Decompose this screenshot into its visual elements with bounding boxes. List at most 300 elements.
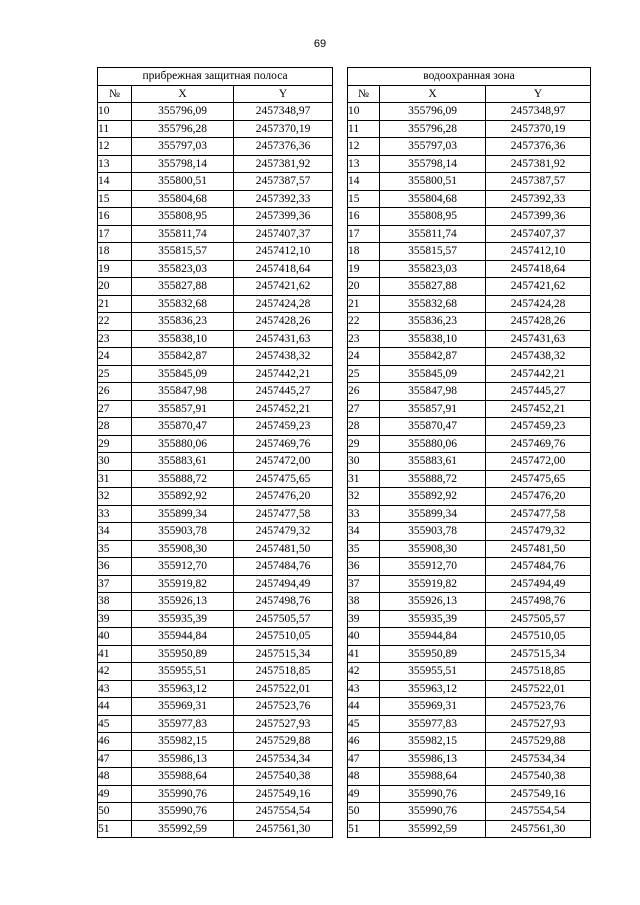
column-gap (333, 470, 348, 488)
table-row (98, 120, 591, 138)
left-cell-x: 355836,23 (132, 313, 234, 331)
right-cell-y: 2457387,57 (486, 173, 591, 191)
left-cell-y: 2457515,34 (234, 645, 333, 663)
right-cell-num: 45 (348, 715, 380, 733)
column-gap (333, 663, 348, 681)
table-row (98, 750, 591, 768)
page-number: 69 (313, 38, 327, 50)
left-cell-x: 355845,09 (132, 365, 234, 383)
left-cell-num: 20 (98, 278, 132, 296)
left-cell-num: 18 (98, 243, 132, 261)
right-cell-x: 355798,14 (380, 155, 486, 173)
right-cell-x: 355990,76 (380, 803, 486, 821)
left-cell-x: 355955,51 (132, 663, 234, 681)
left-cell-num: 22 (98, 313, 132, 331)
left-cell-num: 32 (98, 488, 132, 506)
table-row (98, 278, 591, 296)
table-row (98, 155, 591, 173)
left-cell-y: 2457549,16 (234, 785, 333, 803)
left-cell-y: 2457431,63 (234, 330, 333, 348)
left-section-title: прибрежная защитная полоса (98, 68, 333, 86)
right-cell-y: 2457484,76 (486, 558, 591, 576)
right-cell-num: 35 (348, 540, 380, 558)
section-header-row (98, 68, 591, 86)
table-row (98, 138, 591, 156)
left-cell-y: 2457424,28 (234, 295, 333, 313)
left-cell-num: 21 (98, 295, 132, 313)
right-cell-num: 16 (348, 208, 380, 226)
column-gap (333, 260, 348, 278)
column-gap (333, 750, 348, 768)
right-cell-y: 2457445,27 (486, 383, 591, 401)
left-cell-num: 17 (98, 225, 132, 243)
left-cell-num: 16 (98, 208, 132, 226)
right-cell-num: 38 (348, 593, 380, 611)
column-gap (333, 155, 348, 173)
left-cell-num: 19 (98, 260, 132, 278)
left-cell-x: 355899,34 (132, 505, 234, 523)
right-cell-y: 2457399,36 (486, 208, 591, 226)
table-row (98, 330, 591, 348)
left-cell-y: 2457518,85 (234, 663, 333, 681)
table-row (98, 820, 591, 838)
right-cell-y: 2457476,20 (486, 488, 591, 506)
right-cell-num: 39 (348, 610, 380, 628)
left-cell-y: 2457479,32 (234, 523, 333, 541)
left-cell-x: 355857,91 (132, 400, 234, 418)
right-cell-y: 2457424,28 (486, 295, 591, 313)
left-cell-x: 355969,31 (132, 698, 234, 716)
left-cell-y: 2457407,37 (234, 225, 333, 243)
left-cell-num: 43 (98, 680, 132, 698)
left-cell-y: 2457392,33 (234, 190, 333, 208)
left-cell-x: 355944,84 (132, 628, 234, 646)
left-cell-y: 2457477,58 (234, 505, 333, 523)
right-cell-num: 11 (348, 120, 380, 138)
left-cell-num: 38 (98, 593, 132, 611)
right-cell-x: 355842,87 (380, 348, 486, 366)
right-cell-y: 2457431,63 (486, 330, 591, 348)
right-cell-x: 355870,47 (380, 418, 486, 436)
table-row (98, 313, 591, 331)
left-cell-num: 37 (98, 575, 132, 593)
right-cell-num: 14 (348, 173, 380, 191)
column-gap (333, 593, 348, 611)
column-gap (333, 505, 348, 523)
left-cell-y: 2457438,32 (234, 348, 333, 366)
right-cell-x: 355845,09 (380, 365, 486, 383)
right-cell-num: 29 (348, 435, 380, 453)
right-cell-x: 355838,10 (380, 330, 486, 348)
left-cell-x: 355880,06 (132, 435, 234, 453)
left-col-num-header: № (98, 85, 132, 103)
table-row (98, 698, 591, 716)
table-row (98, 663, 591, 681)
right-cell-x: 355955,51 (380, 663, 486, 681)
left-cell-num: 42 (98, 663, 132, 681)
left-cell-y: 2457348,97 (234, 103, 333, 121)
table-row (98, 575, 591, 593)
right-cell-y: 2457518,85 (486, 663, 591, 681)
right-cell-x: 355847,98 (380, 383, 486, 401)
right-cell-x: 355808,95 (380, 208, 486, 226)
left-cell-num: 40 (98, 628, 132, 646)
left-cell-x: 355827,88 (132, 278, 234, 296)
right-cell-y: 2457452,21 (486, 400, 591, 418)
left-cell-num: 13 (98, 155, 132, 173)
right-cell-num: 36 (348, 558, 380, 576)
right-cell-y: 2457522,01 (486, 680, 591, 698)
right-cell-num: 49 (348, 785, 380, 803)
table-row (98, 715, 591, 733)
right-cell-num: 12 (348, 138, 380, 156)
right-cell-num: 10 (348, 103, 380, 121)
right-cell-x: 355944,84 (380, 628, 486, 646)
right-cell-x: 355992,59 (380, 820, 486, 838)
left-cell-y: 2457505,57 (234, 610, 333, 628)
left-cell-y: 2457418,64 (234, 260, 333, 278)
right-cell-y: 2457442,21 (486, 365, 591, 383)
left-cell-x: 355842,87 (132, 348, 234, 366)
right-cell-num: 20 (348, 278, 380, 296)
table-row (98, 505, 591, 523)
left-cell-y: 2457476,20 (234, 488, 333, 506)
right-cell-x: 355990,76 (380, 785, 486, 803)
right-cell-y: 2457418,64 (486, 260, 591, 278)
right-cell-x: 355800,51 (380, 173, 486, 191)
column-gap (333, 785, 348, 803)
left-cell-num: 27 (98, 400, 132, 418)
left-cell-num: 39 (98, 610, 132, 628)
left-cell-x: 355977,83 (132, 715, 234, 733)
left-cell-x: 355888,72 (132, 470, 234, 488)
right-cell-num: 32 (348, 488, 380, 506)
right-cell-y: 2457428,26 (486, 313, 591, 331)
left-cell-num: 47 (98, 750, 132, 768)
left-cell-num: 35 (98, 540, 132, 558)
left-cell-x: 355847,98 (132, 383, 234, 401)
left-cell-y: 2457481,50 (234, 540, 333, 558)
table-row (98, 243, 591, 261)
left-cell-x: 355798,14 (132, 155, 234, 173)
table-row (98, 190, 591, 208)
table-body (98, 103, 591, 838)
table-row (98, 225, 591, 243)
right-cell-y: 2457510,05 (486, 628, 591, 646)
table-row (98, 733, 591, 751)
right-cell-x: 355836,23 (380, 313, 486, 331)
right-cell-num: 28 (348, 418, 380, 436)
right-cell-x: 355926,13 (380, 593, 486, 611)
column-gap (333, 243, 348, 261)
column-gap (333, 680, 348, 698)
left-cell-num: 51 (98, 820, 132, 838)
left-cell-y: 2457523,76 (234, 698, 333, 716)
right-cell-x: 355857,91 (380, 400, 486, 418)
right-cell-x: 355797,03 (380, 138, 486, 156)
left-cell-x: 355796,09 (132, 103, 234, 121)
left-cell-num: 33 (98, 505, 132, 523)
right-cell-y: 2457469,76 (486, 435, 591, 453)
right-cell-x: 355963,12 (380, 680, 486, 698)
left-cell-num: 15 (98, 190, 132, 208)
left-cell-num: 28 (98, 418, 132, 436)
left-cell-y: 2457498,76 (234, 593, 333, 611)
table-row (98, 610, 591, 628)
right-cell-y: 2457475,65 (486, 470, 591, 488)
left-cell-num: 49 (98, 785, 132, 803)
right-cell-x: 355912,70 (380, 558, 486, 576)
right-cell-y: 2457494,49 (486, 575, 591, 593)
table-row (98, 348, 591, 366)
column-gap (333, 68, 348, 86)
right-cell-y: 2457527,93 (486, 715, 591, 733)
table-row (98, 488, 591, 506)
left-cell-y: 2457484,76 (234, 558, 333, 576)
right-cell-num: 44 (348, 698, 380, 716)
right-cell-y: 2457370,19 (486, 120, 591, 138)
right-cell-num: 19 (348, 260, 380, 278)
left-cell-y: 2457540,38 (234, 768, 333, 786)
left-cell-y: 2457452,21 (234, 400, 333, 418)
right-cell-x: 355892,92 (380, 488, 486, 506)
column-gap (333, 138, 348, 156)
column-gap (333, 523, 348, 541)
left-cell-y: 2457412,10 (234, 243, 333, 261)
column-gap (333, 575, 348, 593)
right-cell-x: 355950,89 (380, 645, 486, 663)
right-cell-x: 355903,78 (380, 523, 486, 541)
left-cell-x: 355935,39 (132, 610, 234, 628)
right-cell-x: 355823,03 (380, 260, 486, 278)
left-cell-x: 355986,13 (132, 750, 234, 768)
left-cell-y: 2457494,49 (234, 575, 333, 593)
right-cell-x: 355804,68 (380, 190, 486, 208)
right-cell-y: 2457472,00 (486, 453, 591, 471)
right-cell-num: 51 (348, 820, 380, 838)
table-row (98, 418, 591, 436)
column-gap (333, 85, 348, 103)
left-cell-num: 45 (98, 715, 132, 733)
table-row (98, 785, 591, 803)
left-cell-num: 44 (98, 698, 132, 716)
table-row (98, 558, 591, 576)
table-row (98, 383, 591, 401)
table-row (98, 680, 591, 698)
right-section-title: водоохранная зона (348, 68, 591, 86)
right-cell-y: 2457438,32 (486, 348, 591, 366)
left-cell-x: 355912,70 (132, 558, 234, 576)
right-cell-x: 355986,13 (380, 750, 486, 768)
right-col-y-header: Y (486, 85, 591, 103)
right-cell-y: 2457348,97 (486, 103, 591, 121)
left-cell-x: 355883,61 (132, 453, 234, 471)
right-cell-y: 2457534,34 (486, 750, 591, 768)
table-row (98, 593, 591, 611)
left-cell-num: 30 (98, 453, 132, 471)
column-gap (333, 278, 348, 296)
column-header-row (98, 85, 591, 103)
column-gap (333, 225, 348, 243)
left-cell-num: 46 (98, 733, 132, 751)
left-cell-x: 355823,03 (132, 260, 234, 278)
column-gap (333, 820, 348, 838)
right-cell-y: 2457515,34 (486, 645, 591, 663)
right-cell-x: 355815,57 (380, 243, 486, 261)
left-cell-y: 2457527,93 (234, 715, 333, 733)
table-row (98, 768, 591, 786)
left-cell-num: 11 (98, 120, 132, 138)
column-gap (333, 558, 348, 576)
right-cell-y: 2457479,32 (486, 523, 591, 541)
column-gap (333, 348, 348, 366)
column-gap (333, 488, 348, 506)
left-cell-x: 355815,57 (132, 243, 234, 261)
left-cell-y: 2457399,36 (234, 208, 333, 226)
left-cell-y: 2457387,57 (234, 173, 333, 191)
right-cell-x: 355880,06 (380, 435, 486, 453)
column-gap (333, 173, 348, 191)
left-cell-y: 2457428,26 (234, 313, 333, 331)
column-gap (333, 365, 348, 383)
left-cell-x: 355990,76 (132, 803, 234, 821)
left-cell-num: 48 (98, 768, 132, 786)
right-cell-num: 24 (348, 348, 380, 366)
column-gap (333, 120, 348, 138)
left-cell-y: 2457529,88 (234, 733, 333, 751)
left-cell-y: 2457370,19 (234, 120, 333, 138)
left-cell-x: 355963,12 (132, 680, 234, 698)
right-cell-num: 22 (348, 313, 380, 331)
right-cell-y: 2457523,76 (486, 698, 591, 716)
column-gap (333, 768, 348, 786)
right-cell-x: 355982,15 (380, 733, 486, 751)
right-cell-y: 2457540,38 (486, 768, 591, 786)
right-cell-x: 355935,39 (380, 610, 486, 628)
left-cell-num: 12 (98, 138, 132, 156)
right-cell-num: 34 (348, 523, 380, 541)
right-cell-num: 50 (348, 803, 380, 821)
left-cell-y: 2457472,00 (234, 453, 333, 471)
table-row (98, 103, 591, 121)
table-row (98, 523, 591, 541)
right-cell-x: 355977,83 (380, 715, 486, 733)
left-cell-y: 2457381,92 (234, 155, 333, 173)
column-gap (333, 295, 348, 313)
right-cell-num: 15 (348, 190, 380, 208)
left-cell-num: 31 (98, 470, 132, 488)
left-cell-num: 34 (98, 523, 132, 541)
right-cell-y: 2457376,36 (486, 138, 591, 156)
column-gap (333, 330, 348, 348)
left-cell-y: 2457522,01 (234, 680, 333, 698)
right-cell-y: 2457529,88 (486, 733, 591, 751)
left-cell-x: 355926,13 (132, 593, 234, 611)
left-cell-x: 355982,15 (132, 733, 234, 751)
table-row (98, 453, 591, 471)
table-row (98, 295, 591, 313)
right-cell-num: 43 (348, 680, 380, 698)
left-cell-x: 355903,78 (132, 523, 234, 541)
left-cell-num: 10 (98, 103, 132, 121)
table-row (98, 470, 591, 488)
right-col-x-header: X (380, 85, 486, 103)
left-cell-x: 355919,82 (132, 575, 234, 593)
table-row (98, 208, 591, 226)
right-cell-y: 2457407,37 (486, 225, 591, 243)
right-col-num-header: № (348, 85, 380, 103)
left-cell-x: 355988,64 (132, 768, 234, 786)
right-cell-num: 27 (348, 400, 380, 418)
left-cell-x: 355800,51 (132, 173, 234, 191)
table-row (98, 365, 591, 383)
table-row (98, 260, 591, 278)
right-cell-x: 355988,64 (380, 768, 486, 786)
left-cell-x: 355796,28 (132, 120, 234, 138)
left-cell-y: 2457554,54 (234, 803, 333, 821)
left-cell-num: 36 (98, 558, 132, 576)
right-cell-num: 40 (348, 628, 380, 646)
left-cell-x: 355892,92 (132, 488, 234, 506)
column-gap (333, 540, 348, 558)
right-cell-num: 31 (348, 470, 380, 488)
right-cell-y: 2457381,92 (486, 155, 591, 173)
left-cell-x: 355990,76 (132, 785, 234, 803)
right-cell-x: 355883,61 (380, 453, 486, 471)
right-cell-num: 48 (348, 768, 380, 786)
left-cell-x: 355992,59 (132, 820, 234, 838)
right-cell-y: 2457412,10 (486, 243, 591, 261)
right-cell-num: 17 (348, 225, 380, 243)
right-cell-y: 2457554,54 (486, 803, 591, 821)
left-cell-num: 25 (98, 365, 132, 383)
right-cell-x: 355811,74 (380, 225, 486, 243)
left-cell-x: 355908,30 (132, 540, 234, 558)
right-cell-x: 355888,72 (380, 470, 486, 488)
table-row (98, 173, 591, 191)
left-cell-num: 29 (98, 435, 132, 453)
left-cell-num: 41 (98, 645, 132, 663)
left-cell-y: 2457421,62 (234, 278, 333, 296)
right-cell-x: 355919,82 (380, 575, 486, 593)
column-gap (333, 803, 348, 821)
right-cell-num: 18 (348, 243, 380, 261)
column-gap (333, 435, 348, 453)
right-cell-num: 46 (348, 733, 380, 751)
right-cell-x: 355832,68 (380, 295, 486, 313)
left-cell-num: 23 (98, 330, 132, 348)
left-cell-x: 355870,47 (132, 418, 234, 436)
column-gap (333, 208, 348, 226)
table-row (98, 628, 591, 646)
left-cell-x: 355797,03 (132, 138, 234, 156)
right-cell-y: 2457421,62 (486, 278, 591, 296)
right-cell-num: 42 (348, 663, 380, 681)
right-cell-y: 2457561,30 (486, 820, 591, 838)
right-cell-num: 25 (348, 365, 380, 383)
column-gap (333, 418, 348, 436)
right-cell-y: 2457498,76 (486, 593, 591, 611)
column-gap (333, 383, 348, 401)
column-gap (333, 733, 348, 751)
left-cell-x: 355838,10 (132, 330, 234, 348)
left-col-y-header: Y (234, 85, 333, 103)
left-cell-y: 2457475,65 (234, 470, 333, 488)
right-cell-x: 355796,28 (380, 120, 486, 138)
left-cell-y: 2457510,05 (234, 628, 333, 646)
right-cell-num: 26 (348, 383, 380, 401)
left-cell-num: 14 (98, 173, 132, 191)
